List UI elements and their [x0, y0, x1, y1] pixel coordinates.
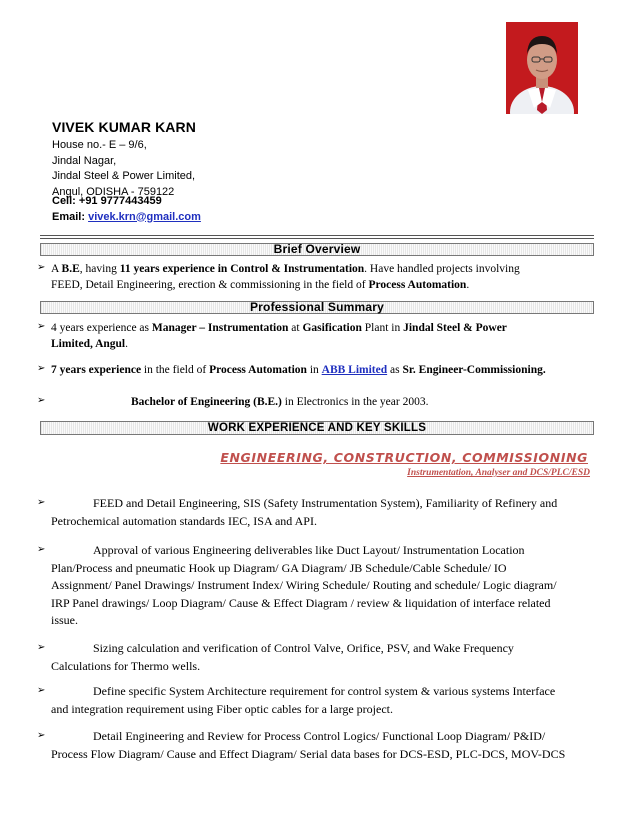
contact-block [52, 194, 201, 225]
section-header-work: WORK EXPERIENCE AND KEY SKILLS [40, 421, 594, 435]
work-item: Detail Engineering and Review for Process Control Logics/ Functional Loop Diagram/ P&ID/ Process Flow Diagram/ Cause and Effect Diagram/ Serial data bases for DCS-ESD, PLC-DCS, MOV-DCS [51, 729, 566, 761]
bullet-arrow-icon: ➢ [37, 363, 46, 374]
address-line: Jindal Nagar, [52, 154, 117, 167]
address-line: Angul, ODISHA - 759122 [52, 185, 175, 198]
work-item: Define specific System Architecture requirement for control system & various systems Interface and integration requirement using Fiber optic cables for a large project. [51, 684, 556, 716]
address-block [52, 138, 195, 200]
work-heading: ENGINEERING, CONSTRUCTION, COMMISSIONING [220, 450, 588, 465]
bullet-arrow-icon: ➢ [37, 642, 46, 653]
abb-link[interactable]: ABB Limited [321, 364, 388, 376]
cell-number: Cell: +91 9777443459 [52, 195, 162, 207]
work-item: Approval of various Engineering deliverables like Duct Layout/ Instrumentation Location Plan/Process and pneumatic Hook up Diagram/ GA Diagram/ JB Schedule/Cable Schedule/ IO Assignment/ Panel Drawings/ Instrument Index/ Wiring Schedule/ Routing and schedule/ Logic diagram/ IRP Panel drawings/ Loop Diagram/ Cause & Effect Diagram / review & liquidation of interface related issue. [51, 543, 557, 627]
brief-item: A B.E, having 11 years experience in Control & Instrumentation. Have handled projects involving FEED, Detail Engineering, erection & commissioning in the field of Process Automation. [51, 263, 520, 291]
bullet-arrow-icon: ➢ [37, 321, 46, 332]
bullet-arrow-icon: ➢ [37, 497, 46, 508]
work-subheading: Instrumentation, Analyser and DCS/PLC/ESD [407, 468, 590, 478]
bullet-arrow-icon: ➢ [37, 730, 46, 741]
bullet-arrow-icon: ➢ [37, 395, 46, 406]
bullet-arrow-icon: ➢ [37, 262, 46, 273]
work-item: Sizing calculation and verification of Control Valve, Orifice, PSV, and Wake Frequency Calculations for Thermo wells. [51, 641, 514, 673]
candidate-name: VIVEK KUMAR KARN [52, 119, 196, 135]
summary-item-abb: 7 years experience in the field of Process Automation in ABB Limited as Sr. Engineer-Commissioning. [51, 364, 546, 376]
divider-line [40, 235, 594, 236]
section-header-professional: Professional Summary [40, 301, 594, 314]
bullet-arrow-icon: ➢ [37, 544, 46, 555]
email-row [52, 210, 201, 226]
email-link[interactable]: vivek.krn@gmail.com [88, 210, 201, 223]
summary-item-education: Bachelor of Engineering (B.E.) in Electronics in the year 2003. [131, 396, 429, 408]
work-item: FEED and Detail Engineering, SIS (Safety Instrumentation System), Familiarity of Refinery and Petrochemical automation standards IEC, ISA and API. [51, 496, 558, 528]
address-line: Jindal Steel & Power Limited, [52, 170, 196, 182]
email-label: Email: [52, 210, 89, 223]
bullet-arrow-icon: ➢ [37, 685, 46, 696]
address-line: House no.- E – 9/6, [52, 139, 147, 151]
profile-photo [506, 22, 578, 114]
summary-item-manager: 4 years experience as Manager – Instrumentation at Gasification Plant in Jindal Steel & Power Limited, Angul. [51, 322, 507, 350]
section-header-brief: Brief Overview [40, 243, 594, 256]
divider-line [40, 238, 594, 239]
